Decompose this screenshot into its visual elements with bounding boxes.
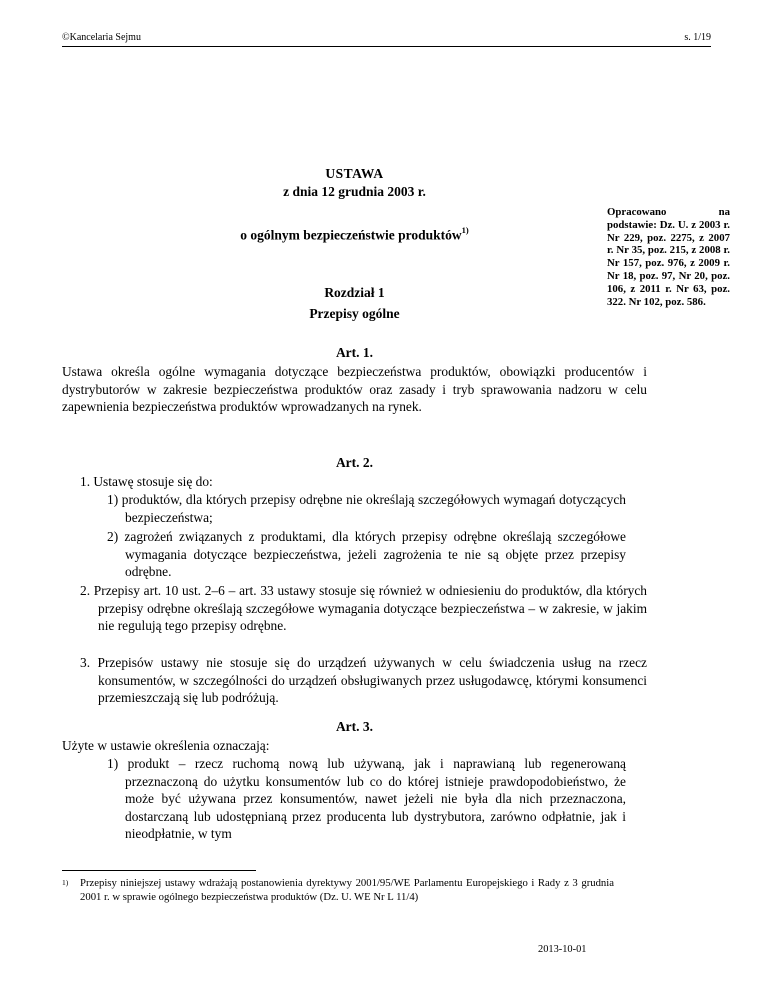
article-paragraph: 2. Przepisy art. 10 ust. 2–6 – art. 33 ustawy stosuje się również w odniesieniu do produktów, dla których przepisy odrębne określają szczegółowe wymagania dotyczące bezpieczeństwa – w zakresie, w jakim nie regulują tego przepisy odrębne. (80, 583, 647, 634)
footnote-ref[interactable]: 1) (461, 225, 469, 235)
footnote-text: Przepisy niniejszej ustawy wdrażają postanowienia dyrektywy 2001/95/WE Parlamentu Europejskiego i Rady z 3 grudnia 2001 r. w sprawie ogólnego bezpieczeństwa produktów (Dz. U. WE Nr L 11/4) (80, 877, 614, 903)
publication-date: 2013-10-01 (538, 944, 587, 955)
legal-basis-note: Opracowano na podstawie: Dz. U. z 2003 r. Nr 229, poz. 2275, z 2007 r. Nr 35, poz. 215, z 2008 r. Nr 157, poz. 976, z 2009 r. Nr 18, poz. 97, Nr 20, poz. 106, z 2011 r. Nr 63, poz. 322. Nr 102, poz. 586. (607, 206, 730, 308)
header-source: ©Kancelaria Sejmu (62, 32, 141, 43)
article-point: 1) produkt – rzecz ruchomą nową lub używaną, jak i naprawianą lub regenerowaną przeznaczoną do użytku konsumentów lub co do której istnieje prawdopodobieństwo, że może być używana przez konsumentów, nawet jeżeli nie była dla nich przeznaczona, dostarczaną lub udostępnianą przez producenta lub dystrybutora, zarówno odpłatnie, jak i nieodpłatnie, w tym (107, 756, 626, 842)
footnote (62, 876, 614, 904)
page-number: s. 1/19 (684, 32, 711, 43)
act-date: z dnia 12 grudnia 2003 r. (283, 184, 426, 199)
chapter-title: Przepisy ogólne (309, 306, 400, 321)
footnote-mark: 1) (62, 878, 69, 887)
article-paragraph: 1. Ustawę stosuje się do: (80, 474, 213, 489)
article-heading: Art. 2. (335, 455, 374, 470)
article-intro: Użyte w ustawie określenia oznaczają: (62, 738, 270, 753)
article-heading: Art. 1. (335, 345, 374, 360)
act-subject (62, 226, 647, 244)
header-rule (62, 46, 711, 47)
article-heading: Art. 3. (335, 719, 374, 734)
article-point: 2) zagrożeń związanych z produktami, dla których przepisy odrębne określają szczegółowe wymagania dotyczące bezpieczeństwa, jeżeli zagrożenia te nie są objęte przez przepisy odrębne. (107, 529, 626, 580)
footnote-rule (62, 870, 256, 871)
article-text: Ustawa określa ogólne wymagania dotyczące bezpieczeństwa produktów, obowiązki producentów i dystrybutorów w zakresie bezpieczeństwa produktów oraz zasady i tryb sprawowania nadzoru w celu zapewnienia bezpieczeństwa produktów wprowadzanych na rynek. (62, 364, 647, 415)
act-type-title: USTAWA (325, 166, 384, 181)
article-point: 1) produktów, dla których przepisy odrębne nie określają szczegółowych wymagań dotyczących bezpieczeństwa; (107, 492, 626, 525)
article-paragraph: 3. Przepisów ustawy nie stosuje się do urządzeń używanych w celu świadczenia usług na rzecz konsumentów, w szczególności do urządzeń obsługiwanych przez usługodawcę, którymi konsumenci przemieszczają się lub podróżują. (80, 655, 647, 706)
chapter-number: Rozdział 1 (324, 285, 385, 300)
act-subject-text: o ogólnym bezpieczeństwie produktów (240, 227, 462, 243)
